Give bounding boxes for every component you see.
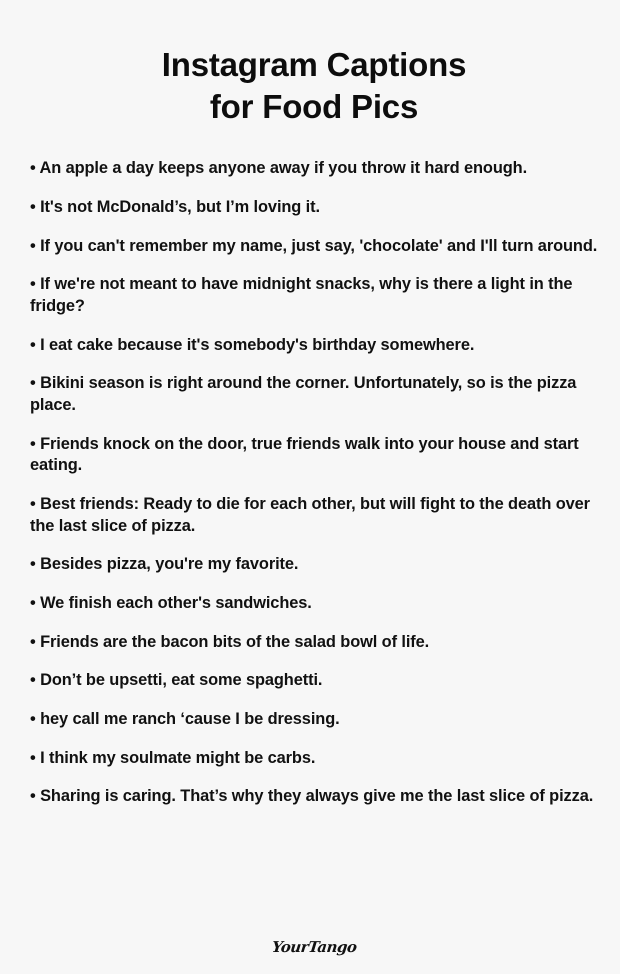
list-item: • I eat cake because it's somebody's birthday somewhere. xyxy=(30,335,475,354)
list-item: • I think my soulmate might be carbs. xyxy=(30,748,316,767)
list-item: • If you can't remember my name, just say, 'chocolate' and I'll turn around. xyxy=(30,236,598,255)
list-item: • hey call me ranch ‘cause I be dressing. xyxy=(30,709,340,728)
list-item: • Sharing is caring. That’s why they always give me the last slice of pizza. xyxy=(30,787,594,806)
caption-list xyxy=(30,158,598,807)
page-title xyxy=(30,44,598,128)
list-item: • Friends knock on the door, true friends walk into your house and start eating. xyxy=(30,434,579,475)
list-item: • Don’t be upsetti, eat some spaghetti. xyxy=(30,671,323,690)
list-item: • An apple a day keeps anyone away if you throw it hard enough. xyxy=(30,159,528,178)
list-item: • Best friends: Ready to die for each other, but will fight to the death over the last slice of pizza. xyxy=(30,495,590,535)
list-item: • If we're not meant to have midnight snacks, why is there a light in the fridge? xyxy=(30,275,573,316)
brand-logo: YourTango xyxy=(270,938,358,956)
list-item: • We finish each other's sandwiches. xyxy=(30,594,312,612)
list-item: • It's not McDonald’s, but I’m loving it. xyxy=(30,198,320,217)
list-item: • Bikini season is right around the corner. Unfortunately, so is the pizza place. xyxy=(30,374,577,415)
footer xyxy=(30,938,598,964)
list-item: • Friends are the bacon bits of the salad bowl of life. xyxy=(30,632,430,651)
list-item: • Besides pizza, you're my favorite. xyxy=(30,555,299,574)
page-title-line-2: for Food Pics xyxy=(209,88,419,126)
page-title-line-1: Instagram Captions xyxy=(161,46,467,83)
